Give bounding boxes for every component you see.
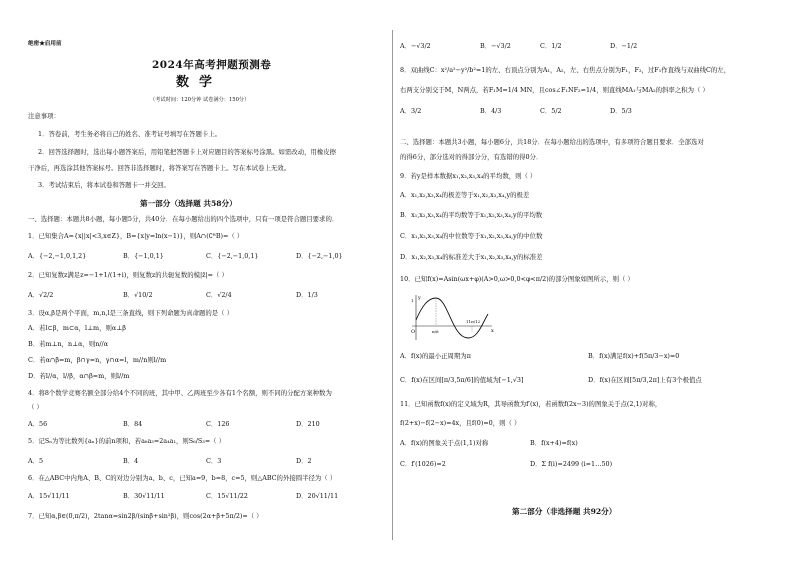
q7-option-c: C．1/2 (540, 42, 562, 50)
q3-option-c: C．若α∩β=m，β∩γ=n，γ∩α=l，m//n则l//m (28, 356, 167, 364)
q3-option-a: A．若l⊂β，m⊂α，l⊥m，则α⊥β (28, 324, 126, 332)
q9-stem: 9．若y是样本数据x₁,x₂,x₃,x₄的平均数，则（ ） (400, 172, 537, 180)
q7-stem: 7．已知α,β∈(0,π/2)，2tanα=sin2β/(sinβ+sin²β)，则cos(2α+β+5π/2)=（ ） (28, 512, 263, 520)
left-column (28, 0, 384, 562)
q4-option-c: C．126 (206, 420, 230, 428)
column-divider (392, 30, 393, 540)
q4-stem: 4．将8个数学竞赛名额全部分给4个不同的班，其中甲、乙两班至少各有1个名额，则不同的分配方案种数为 (28, 389, 332, 397)
q11-stem: 11．已知函数f(x)的定义域为R，其导函数为f′(x)，若函数f(2x−3)的图象关于点(2,1)对称， (400, 400, 662, 408)
q5-option-b: B．4 (123, 457, 139, 465)
q8-stem: 8．双曲线C：x²/a²−y²/b²=1的左、右顶点分别为A₁，A₂，左、右焦点分别为F₁，F₂，过F₁作直线与双曲线C的左， (400, 66, 731, 74)
q3-option-b: B．若m⊥n，n⊥α，则n//α (28, 340, 109, 348)
q10-option-a: A．f(x)的最小正周期为π (400, 352, 471, 360)
q10-curve (416, 298, 488, 338)
q1-stem: 1．已知集合A={x||x|<3,x∈Z}，B={x|y=ln(x−1)}，则A∩(∁ᴿB)=（ ） (28, 232, 244, 240)
section2-intro: 二、选择题：本题共3小题，每小题6分，共18分．在每小题给出的选项中，有多项符合题目要求．全部选对 (400, 138, 704, 146)
q3-option-d: D．若l//α，l//β，α∩β=m，则l//m (28, 372, 130, 380)
notice-item-1: 1．答卷前，考生务必将自己的姓名、准考证号填写在答题卡上。 (38, 130, 222, 138)
q11-option-a: A．f(x)的图象关于点(1,1)对称 (400, 439, 489, 447)
q10-origin-label: O (411, 329, 416, 335)
q10-y-label: y (418, 295, 421, 301)
notice-item-2: 2．回答选择题时，选出每小题答案后，用铅笔把答题卡上对应题目的答案标号涂黑。如需改动，用橡皮擦 (38, 148, 337, 156)
q7-option-a: A．−√3/2 (400, 42, 431, 50)
q8-option-d: D．5/3 (610, 107, 632, 115)
q5-option-d: D．2 (296, 457, 312, 465)
q4-stem-cont: （ ） (28, 403, 43, 411)
notice-heading: 注意事项： (28, 112, 60, 120)
q11-option-d: D．Σ f(i)=2499 (i=1…50) (530, 460, 613, 468)
q10-option-d: D．f(x)在区间[5π/3,2π]上有3个极值点 (588, 376, 702, 384)
time-info: （考试时间：120分钟 试卷满分：150分） (150, 97, 250, 103)
right-column (400, 0, 768, 562)
q8-option-a: A．3/2 (400, 107, 422, 115)
q9-option-d: D．x₁,x₂,x₃,x₄的标准差大于x₁,x₂,x₃,x₄,y的标准差 (400, 253, 543, 261)
q1-option-a: A．{−2,−1,0,1,2} (28, 252, 87, 260)
q8-option-b: B．4/3 (480, 107, 502, 115)
q2-option-d: D．1/3 (296, 291, 318, 299)
q1-option-d: D．{−2,−1,0} (296, 252, 343, 260)
q10-sine-graph (406, 292, 496, 344)
notice-item-2-cont: 干净后，再选涂其他答案标号。回答非选择题时，将答案写在答题卡上。写在本试卷上无效。 (28, 164, 291, 172)
q5-option-a: A．5 (28, 457, 44, 465)
notice-item-3: 3．考试结束后，将本试卷和答题卡一并交回。 (38, 181, 170, 189)
q8-option-c: C．5/2 (540, 107, 562, 115)
q6-option-d: D．20√11/11 (296, 492, 339, 500)
q11-option-b: B．f(x+4)=f(x) (530, 439, 578, 447)
q4-option-d: D．210 (296, 420, 320, 428)
q2-option-c: C．√2/4 (206, 291, 232, 299)
q10-option-b: B．f(x)满足f(x)+f(5π/3−x)=0 (588, 352, 680, 360)
q10-stem: 10．已知f(x)=Asin(ωx+φ)(A>0,ω>0,0<φ<π/2)的部分图象如图所示，则（ ） (400, 275, 634, 283)
exam-title: 2024年高考押题预测卷 (152, 59, 272, 71)
part2-heading: 第二部分（非选择题 共92分） (512, 507, 617, 516)
q6-option-b: B．30√11/11 (123, 492, 165, 500)
q9-option-a: A．x₁,x₂,x₃,x₄的极差等于x₁,x₂,x₃,x₄,y的极差 (400, 191, 530, 199)
q2-option-b: B．√10/2 (123, 291, 153, 299)
subject-title: 数学 (176, 75, 223, 90)
q6-option-a: A．15√11/11 (28, 492, 70, 500)
q7-option-d: D．−1/2 (610, 42, 638, 50)
q9-option-c: C．x₁,x₂,x₃,x₄的中位数等于x₁,x₂,x₃,x₄,y的中位数 (400, 232, 543, 240)
q10-tick-2: 11π/12 (466, 319, 481, 324)
secret-label: 绝密★启用前 (28, 41, 62, 47)
q1-option-b: B．{−1,0,1} (123, 252, 164, 260)
q5-stem: 5．记Sₙ为等比数列{aₙ}的前n项和，若a₆a₃=2a₄a₁，则S₆/S₃=（ ） (28, 437, 225, 445)
part1-heading: 第一部分（选择题 共58分） (140, 199, 237, 208)
q10-x-label: x (491, 328, 494, 334)
q6-option-c: C．15√11/22 (206, 492, 248, 500)
q2-stem: 2．已知复数z满足z=−1+1/(1+i)，则复数z的共轭复数的模|z̄|=（ ） (28, 271, 228, 279)
q5-option-c: C．3 (206, 457, 222, 465)
section1-intro: 一、选择题：本题共8小题，每小题5分，共40分．在每小题给出的四个选项中，只有一项是符合题目要求的． (28, 215, 339, 223)
q11-option-c: C．f′(1026)=2 (400, 460, 446, 468)
q8-stem-cont: 右两支分别交于M，N两点，若F₁M=1/4 MN，且cos∠F₁NF₂=1/4，则直线MA₁与MA₂的斜率之积为（ ） (400, 86, 709, 94)
q3-stem: 3．设α,β是两个平面，m,n,l是三条直线，则下列命题为真命题的是（ ） (28, 309, 233, 317)
q2-option-a: A．√2/2 (28, 291, 54, 299)
q7-option-b: B．−√3/2 (480, 42, 511, 50)
q10-tick-1: π/6 (432, 329, 439, 334)
q10-one-label: 1 (411, 298, 414, 303)
q10-option-c: C．f(x)在区间[π/3,5π/6]的值域为[−1,√3] (400, 376, 524, 384)
q9-option-b: B．x₁,x₂,x₃,x₄的平均数等于x₁,x₂,x₃,x₄,y的平均数 (400, 211, 543, 219)
q4-option-a: A．56 (28, 420, 48, 428)
q6-stem: 6．在△ABC中内角A、B、C的对边分别为a、b、c，已知a=9，b=8，c=5，则△ABC的外接圆半径为（ ） (28, 474, 337, 482)
q11-stem-cont: f(2+x)−f(2−x)=4x，且f(0)=0，则（ ） (400, 419, 521, 427)
section2-intro-cont: 的得6分，部分选对的得部分分，有选错的得0分． (400, 153, 543, 161)
q4-option-b: B．84 (123, 420, 143, 428)
q1-option-c: C．{−2,−1,0,1} (206, 252, 259, 260)
